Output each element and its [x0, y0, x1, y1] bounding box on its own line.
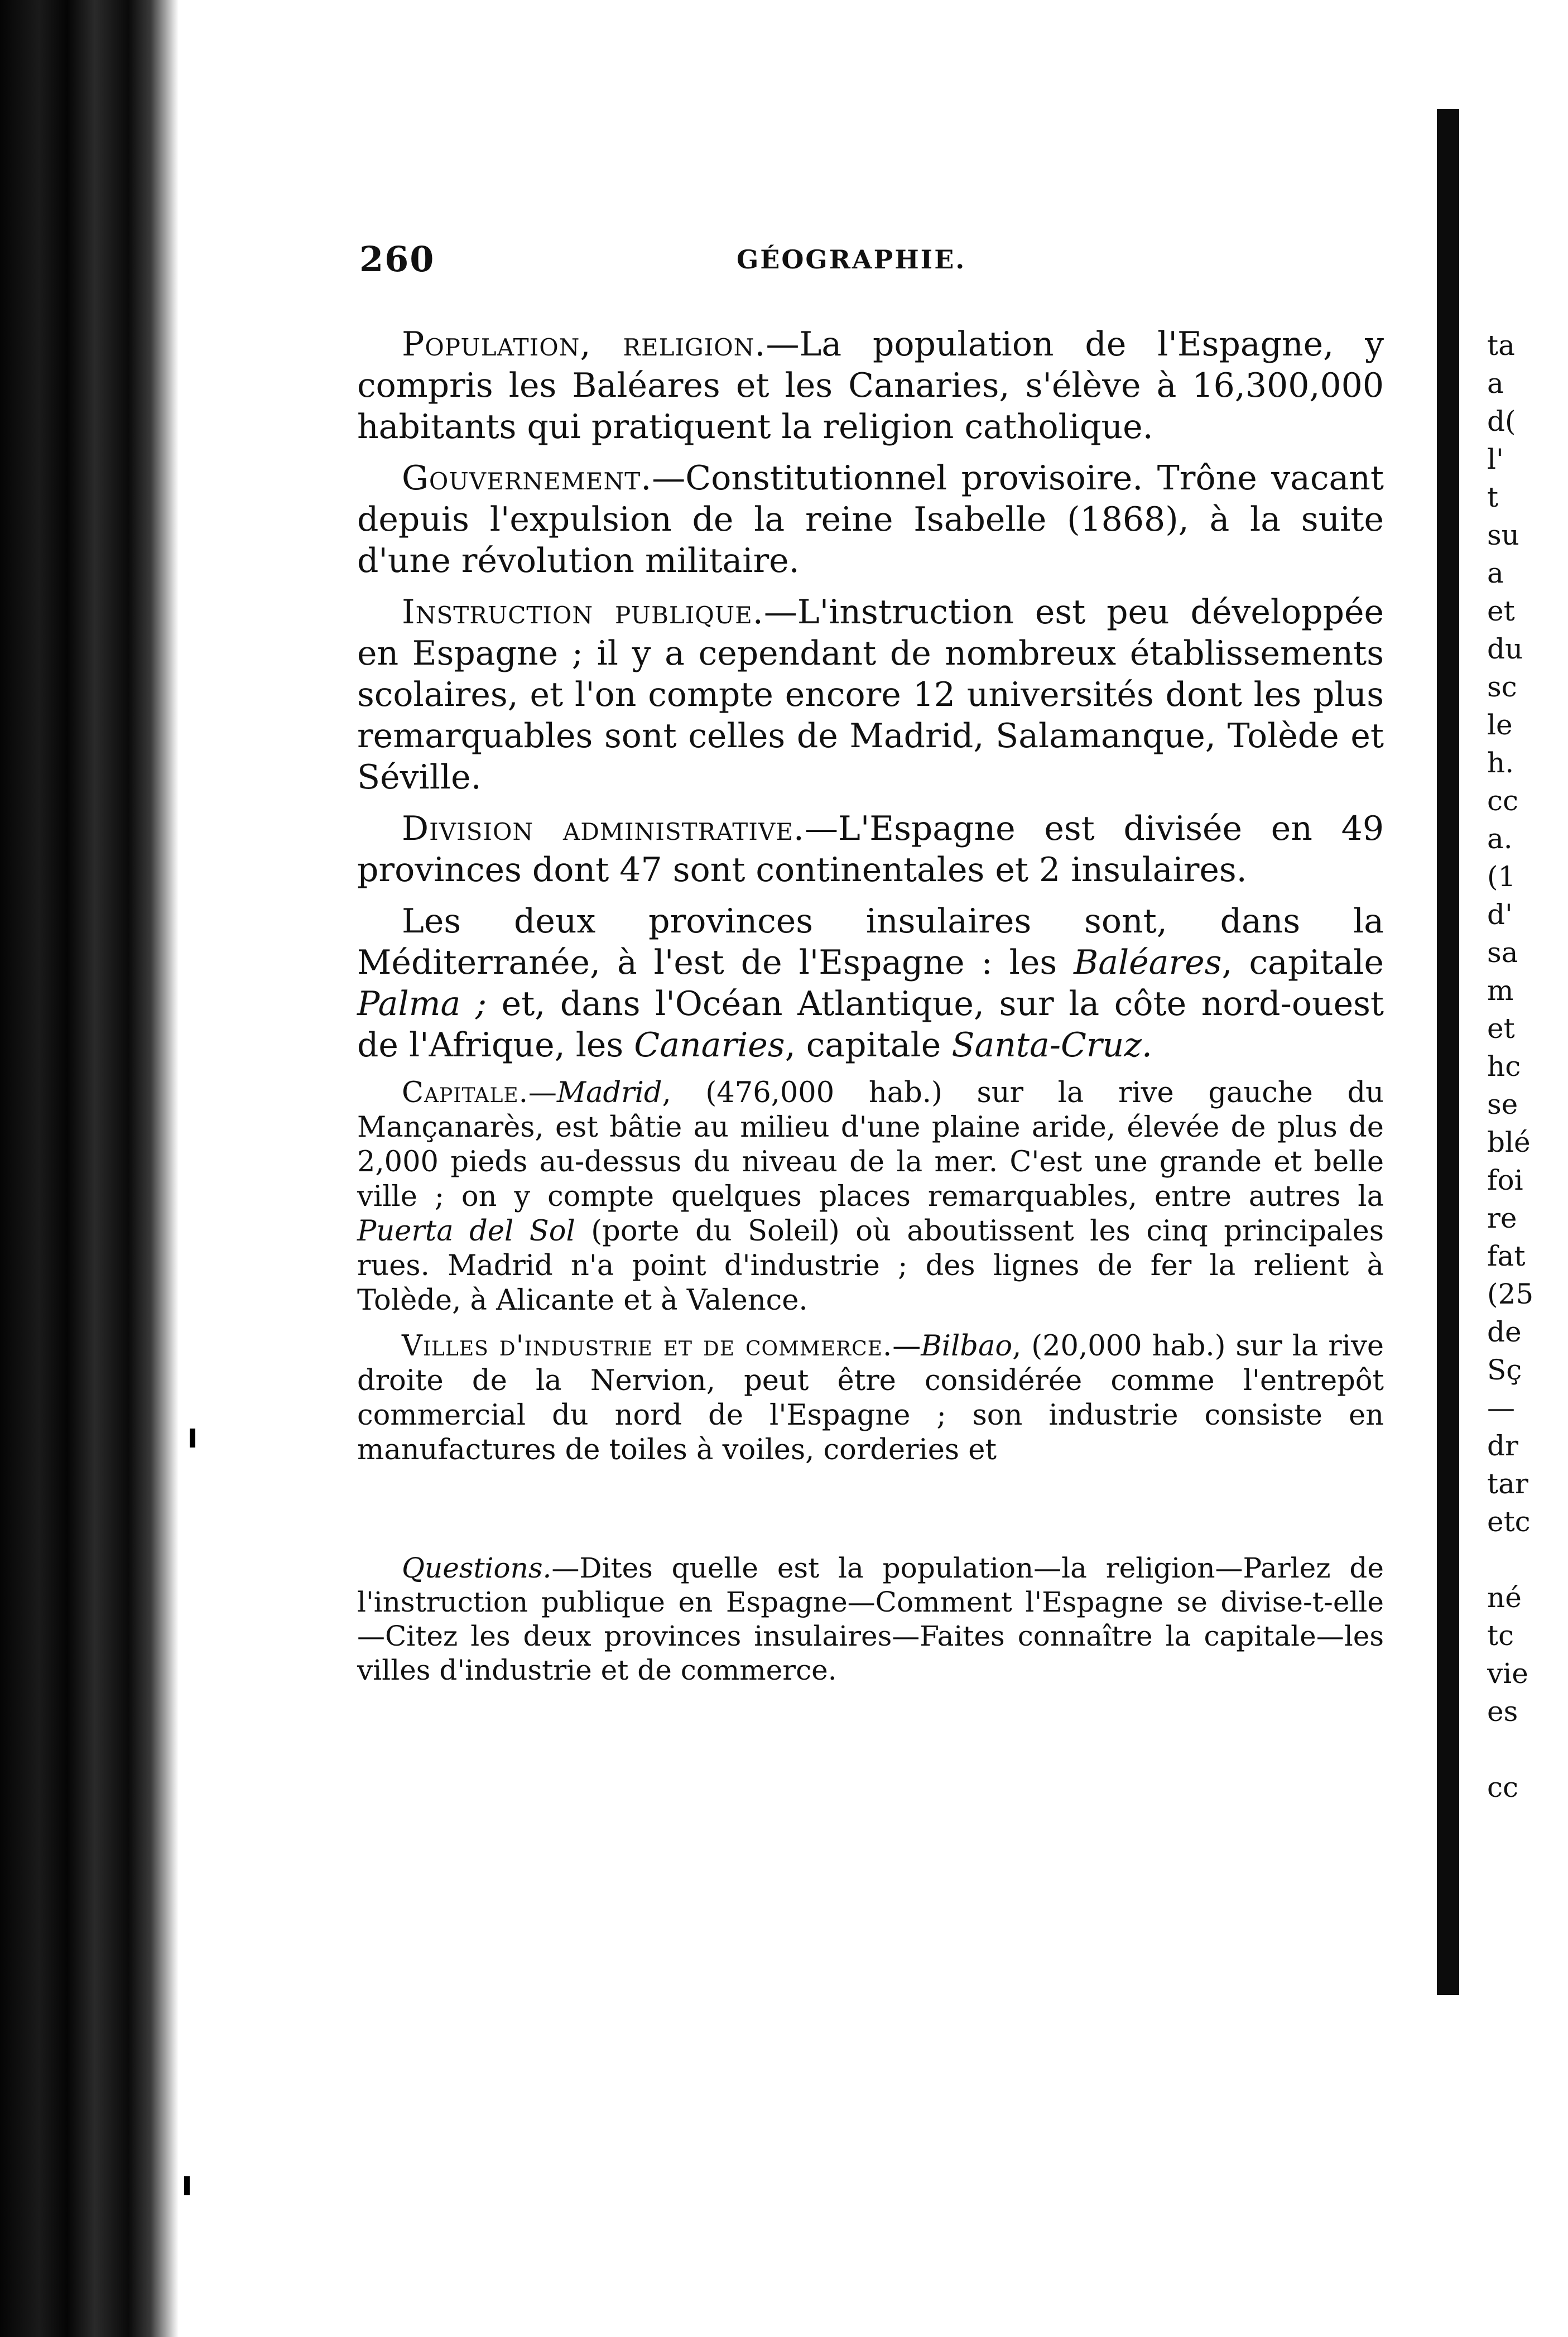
place-puerta-del-sol: Puerta del Sol [357, 1215, 575, 1248]
place-santa-cruz: Santa-Cruz. [951, 1026, 1152, 1065]
questions-text: —Dites quelle est la population—la religion—Parlez de l'instruction publique en Espagne—Comment l'Espagne se divise-t-elle—Citez les deux provinces insulaires—Faites connaître la capitale—les villes d'industrie et de commerce. [357, 1552, 1384, 1686]
facing-page-fragment: (25 [1487, 1278, 1534, 1310]
facing-page-fragment: et [1487, 595, 1515, 627]
paragraph-lead: Instruction publique. [402, 593, 764, 632]
facing-page-fragment: a [1487, 367, 1504, 400]
paragraph-population [357, 324, 1384, 448]
facing-page-fragment: sc [1487, 671, 1517, 703]
facing-page-fragment: Sç [1487, 1354, 1522, 1386]
facing-page-fragment: (1 [1487, 860, 1516, 893]
paragraph-text: , (20,000 hab.) sur la rive droite de la Nervion, peut être considérée comme l'entrepôt commercial du nord de l'Espagne ; son industrie consiste en manufactures de toiles à voiles, corderies et [357, 1330, 1384, 1466]
paragraph-dash: — [528, 1076, 557, 1109]
facing-page-fragment: cc [1487, 1771, 1519, 1804]
islands-text: , capitale [785, 1026, 952, 1065]
paragraph-text: —L'Espagne est divisée en 49 provinces dont 47 sont continentales et 2 insulaires. [357, 809, 1384, 889]
facing-page-fragment [1487, 1730, 1565, 1768]
facing-page-fragment: a. [1487, 823, 1513, 855]
place-baleares: Baléares [1074, 943, 1222, 982]
paragraph-villes [357, 1329, 1384, 1468]
paragraph-instruction [357, 592, 1384, 798]
paragraph-lead: Gouvernement. [402, 459, 652, 498]
islands-text: , capitale [1221, 943, 1384, 982]
scan-speck [184, 2176, 190, 2195]
paragraph-lead: Population, religion. [402, 325, 766, 364]
facing-page-fragment: ta [1487, 329, 1515, 362]
facing-page-fragment: blé [1487, 1126, 1531, 1158]
facing-page-fragment: l' [1487, 443, 1504, 475]
page-edge-shadow [1437, 109, 1459, 1995]
main-text [357, 324, 1384, 1468]
questions-lead: Questions. [402, 1552, 552, 1584]
paragraph-lead: Division administrative. [402, 809, 805, 848]
facing-page-fragment: — [1487, 1392, 1515, 1424]
facing-page-fragment: etc [1487, 1506, 1531, 1538]
paragraph-gouvernement [357, 458, 1384, 581]
paragraph-text: —Constitutionnel provisoire. Trône vacant depuis l'expulsion de la reine Isabelle (1868), à la suite d'une révolution militaire. [357, 459, 1384, 580]
place-bilbao: Bilbao [921, 1330, 1013, 1363]
page-header [357, 234, 1384, 301]
facing-page-fragment: du [1487, 633, 1523, 665]
facing-page-fragment: dr [1487, 1430, 1518, 1462]
facing-page-fragment: d' [1487, 898, 1513, 931]
facing-page-fragment: es [1487, 1695, 1518, 1728]
islands-text: et, dans l'Océan Atlantique, sur la côte nord-ouest de l'Afrique, les [357, 984, 1384, 1065]
facing-page-fragment: tar [1487, 1468, 1528, 1500]
facing-page-fragment: fat [1487, 1240, 1526, 1272]
paragraph-islands [357, 901, 1384, 1066]
facing-page-fragment: le [1487, 709, 1513, 741]
facing-page-fragment [1487, 1541, 1565, 1579]
book-page [357, 234, 1384, 2132]
book-binding-gutter [0, 0, 179, 2337]
facing-page-fragment: su [1487, 519, 1519, 551]
facing-page-fragment: t [1487, 481, 1499, 513]
paragraph-text: (porte du Soleil) où aboutissent les cinq principales rues. Madrid n'a point d'industrie ; des lignes de fer la relient à Tolède, à Alicante et à Valence. [357, 1215, 1384, 1317]
facing-page-fragment: hc [1487, 1050, 1521, 1083]
facing-page-fragment: h. [1487, 747, 1514, 779]
facing-page-fragment: cc [1487, 785, 1519, 817]
facing-page-fragment: sa [1487, 936, 1518, 969]
paragraph-lead: Villes d'industrie et de commerce. [402, 1330, 893, 1363]
paragraph-capitale [357, 1076, 1384, 1318]
scan-speck [190, 1429, 195, 1448]
place-madrid: Madrid [556, 1076, 662, 1109]
islands-text: Les deux provinces insulaires sont, dans la Méditerranée, à l'est de l'Espagne : les [357, 902, 1384, 982]
facing-page-fragment: né [1487, 1581, 1522, 1614]
facing-page-fragments [1487, 326, 1565, 1806]
place-palma: Palma ; [357, 984, 487, 1023]
facing-page-fragment: re [1487, 1202, 1517, 1234]
page-number: 260 [359, 239, 435, 280]
facing-page-fragment: et [1487, 1012, 1515, 1045]
paragraph-text: , (476,000 hab.) sur la rive gauche du Mançanarès, est bâtie au milieu d'une plaine aride, élevée de plus de 2,000 pieds au-dessus du niveau de la mer. C'est une grande et belle ville ; on y compte quelques places remarquables, entre autres la [357, 1076, 1384, 1213]
paragraph-text: —La population de l'Espagne, y compris les Baléares et les Canaries, s'élève à 16,300,000 habitants qui pratiquent la religion catholique. [357, 325, 1384, 446]
facing-page-fragment: foi [1487, 1164, 1523, 1196]
running-head: GÉOGRAPHIE. [737, 244, 966, 275]
facing-page-fragment: tc [1487, 1619, 1514, 1652]
facing-page-fragment: se [1487, 1088, 1518, 1121]
paragraph-text: —L'instruction est peu développée en Espagne ; il y a cependant de nombreux établissements scolaires, et l'on compte encore 12 universités dont les plus remarquables sont celles de Madrid, Salamanque, Tolède et Séville. [357, 593, 1384, 797]
questions-block [357, 1551, 1384, 1687]
facing-page-fragment: d( [1487, 405, 1516, 437]
facing-page-fragment: vie [1487, 1657, 1528, 1690]
facing-page-fragment: a [1487, 557, 1504, 589]
paragraph-dash: — [892, 1330, 921, 1363]
facing-page-fragment: m [1487, 974, 1514, 1007]
facing-page-fragment: de [1487, 1316, 1522, 1348]
paragraph-division [357, 808, 1384, 891]
paragraph-lead: Capitale. [402, 1076, 528, 1109]
place-canaries: Canaries [634, 1026, 785, 1065]
